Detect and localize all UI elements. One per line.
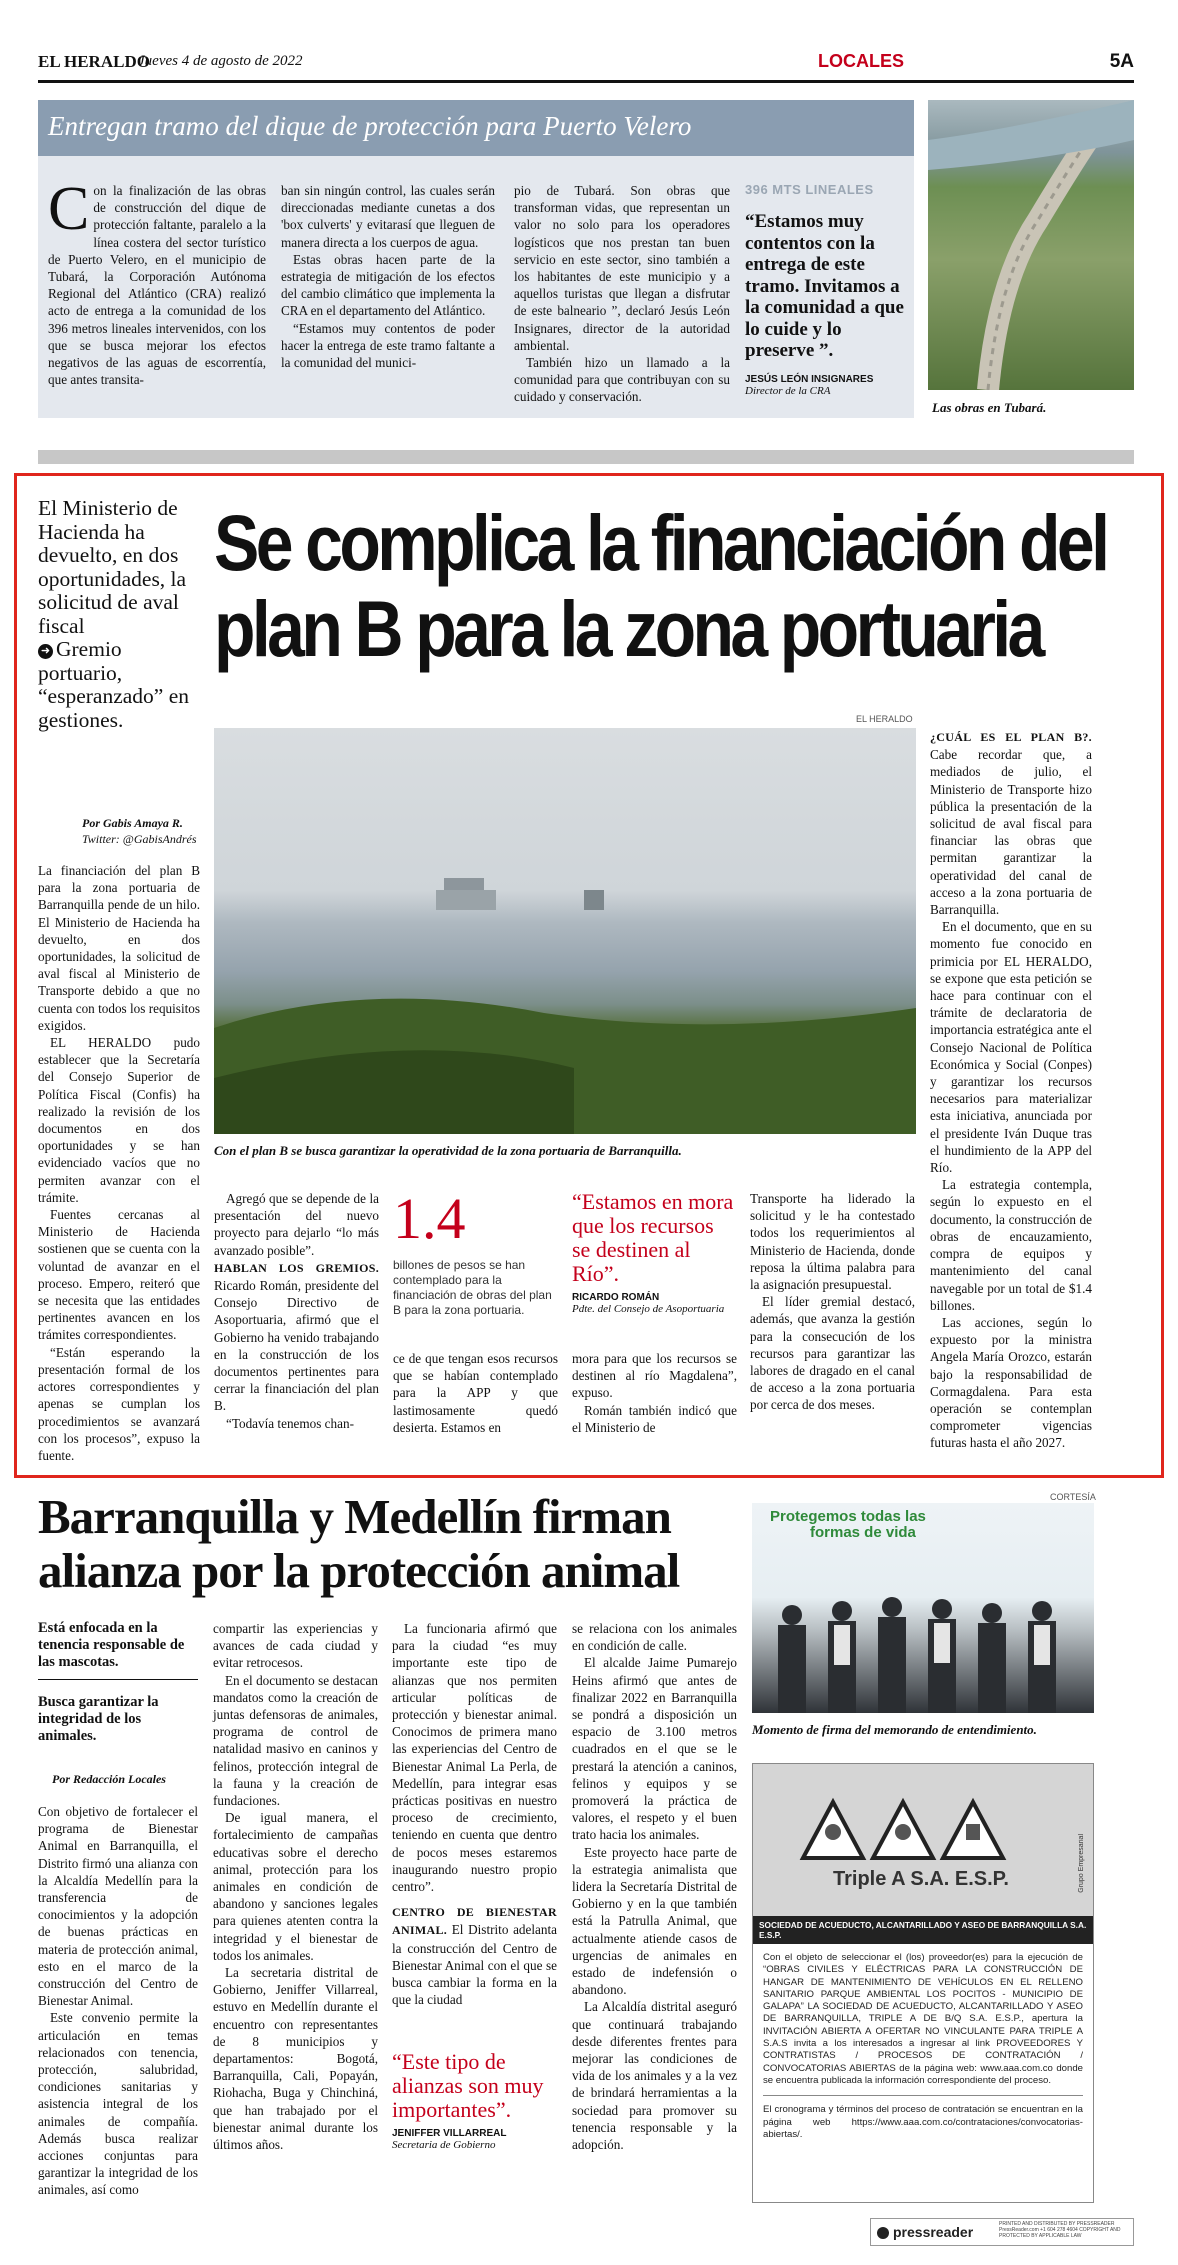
story2-right-col [930,728,1092,1452]
sub-centro: CENTRO DE BIENESTAR ANIMAL. [392,1905,557,1938]
story2-headline: Se complica la financiación del plan B para la zona portuaria [214,498,1107,673]
story2-deck-b [38,638,208,732]
big-number-text: billones de pesos se han contemplado para la financiación de obras del plan B para la zona portuaria. [393,1258,552,1317]
story2-number-box [393,1186,558,1318]
story2-deck-b-text: Gremio portuario, “esperanzado” en gestiones. [38,637,189,732]
pressreader-brand: pressreader [893,2224,974,2240]
story2-right-p1-text: Cabe recordar que, a mediados de julio, el Ministerio de Transporte hizo pública la presentación de la solicitud de aval fiscal para financiar las obras que permitan garantizar la operatividad del canal de acceso a la zona portuaria de Barranquilla. [930,747,1092,918]
story1-title: Entregan tramo del dique de protección para Puerto Velero [48,111,692,141]
signing-photo [752,1503,1094,1713]
port-photo [214,728,916,1134]
story3-col4 [572,1620,737,2153]
story3-col2-p3: De igual manera, el fortalecimiento de campañas educativas sobre el derecho animal, protección para los animales en condición de abandono y sanciones legales para quienes atenten contra la integridad y el bienestar de todos los animales. [213,1810,378,1963]
story3-quote [392,2050,557,2151]
dropcap: C [48,175,90,243]
story2-left-p1: La financiación del plan B para la zona portuaria de Barranquilla pende de un hilo. El Ministerio de Hacienda ha devuelto, en dos oportunidades, la solicitud de aval fiscal al Ministerio de Transporte debido a que no cuenta con todos los requisitos exigidos. [38,863,200,1033]
story3-byline: Por Redacción Locales [52,1772,166,1786]
ad-strip: SOCIEDAD DE ACUEDUCTO, ALCANTARILLADO Y ASEO DE BARRANQUILLA S.A. E.S.P. [753,1916,1093,1944]
ad-body [753,1944,1093,2149]
story3-col1-p2: Este convenio permite la articulación en temas relacionados con tenencia, protección, salubridad, condiciones sanitarias y asistencia integral de los animales de compañía. Además busca realizar acciones conjuntas para garantizar la integridad de los animales, así como [38,2010,198,2198]
story2-col3-p1: ce de que tengan esos recursos que se habían contemplado para la APP y que lastimosamente quedó desierta. Estamos en [393,1351,558,1435]
story3-headline: Barranquilla y Medellín firman alianza por la protección animal [38,1489,680,1598]
story3-deck [38,1620,198,1745]
story3-quote-role: Secretaria de Gobierno [392,2139,496,2151]
story2-quote-role: Pdte. del Consejo de Asoportuaria [572,1303,725,1315]
section-divider [38,450,1134,464]
story2-col3 [393,1350,558,1436]
sub-plan-b: ¿CUÁL ES EL PLAN B?. [930,730,1092,744]
story2-col2-p2 [214,1259,379,1415]
story2-photo-caption: Con el plan B se busca garantizar la operatividad de la zona portuaria de Barranquilla. [214,1143,682,1158]
story3-col4-p3: Este proyecto hace parte de la estrategia animalista que lidera la Secretaría Distrital de Gobierno y en la que también está la Patrulla Animal, que actualmente atiende casos de urgencias de animales en estado de indefensión o abandono. [572,1844,737,1998]
story1-col2-p2: Estas obras hacen parte de la estrategia de mitigación de los efectos del cambio climático que implementa la CRA en el departamento del Atlántico. [281,251,495,319]
triple-a-ad [752,1763,1094,2203]
story3-col4-p4: La Alcaldía distrital aseguró que continuará trabajando desde diferentes frentes para mejorar las condiciones de vida de los animales y a la vez de brindará herramientas a la sociedad para promover su tenencia responsable y la adopción. [572,1999,737,2153]
ad-logo [793,1792,1023,1862]
edition-date: Jueves 4 de agosto de 2022 [138,53,303,69]
ad-p1: Con el objeto de seleccionar el (los) proveedor(es) para la ejecución de “OBRAS CIVILES Y ELÉCTRICAS PARA LA CONSTRUCCIÓN DE HANGAR DE MANTENIMIENTO DE VEHÍCULOS EN EL RELLENO SANITARIO PARQUE AMBIENTAL LOS POCITOS - MUNICIPIO DE GALAPA” LA SOCIEDAD DE ACUEDUCTO, ALCANTARILLADO Y ASEO DE BARRANQUILLA, TRIPLE A DE B/Q S.A. E.S.P., apertura la INVITACIÓN ABIERTA A OFERTAR NO VINCULANTE PARA TRIPLE A S.A.S invita a los interesados a ingresar al link PROVEEDORES Y CONTRATISTAS / PROCESOS DE CONTRATACIÓN / CONVOCATORIAS ABIERTAS de la página web: www.aaa.com.co donde se encuentra publicada la información correspondiente del proceso. [763,1952,1083,2086]
story1-col1 [48,175,266,388]
story2-quote-author: RICARDO ROMÁN [572,1292,660,1303]
story2-col2-p3: “Todavía tenemos chan- [226,1415,354,1431]
page-number: 5A [1109,51,1134,72]
paper-name: EL HERALDO [38,52,150,71]
story3-col1 [38,1803,198,2199]
masthead-rule [38,80,1134,83]
signing-people-graphic [752,1503,1094,1713]
pressreader-footer [870,2218,1134,2246]
story2-col2-p1: Agregó que se depende de la presentación del nuevo proyecto para dejarlo “lo más avanzado posible”. [214,1191,379,1258]
big-number: 1.4 [393,1186,466,1251]
story2-col4-p2: Román también indicó que el Ministerio de [572,1402,737,1435]
story2-quote-text: “Estamos en mora que los recursos se destinen al Río”. [572,1189,734,1286]
story2-col5 [750,1190,915,1414]
story2-right-p4: Las acciones, según lo expuesto por la ministra Angela María Orozco, estarán bajo la responsabilidad de Cormagdalena. Para esta operación se contemplan comprometer vigencias futuras hasta el año 2027. [930,1314,1092,1451]
story1-quote-role: Director de la CRA [745,384,831,397]
story2-col4-p1: mora para que los recursos se destinen al río Magdalena”, expuso. [572,1351,737,1401]
ad-rule [763,2095,1083,2096]
story3-deck2: Busca garantizar la integridad de los animales. [38,1694,159,1744]
port-scene-graphic [214,728,916,1134]
story1-col2-p3: “Estamos muy contentos de poder hacer la entrega de este tramo faltante a la comunidad del munici- [281,320,495,371]
ad-company: Triple A S.A. E.S.P. [833,1868,1009,1890]
story2-col2-p2-text: Ricardo Román, presidente del Consejo Directivo de Asoportuaria, afirmó que el Gobierno ha venido trabajando en la construcción de los documentos pertinentes para cerrar la financiación del plan B. [214,1278,379,1414]
story1-col3-p2: También hizo un llamado a la comunidad para que contribuyan con su cuidado y conservación. [514,355,730,405]
story2-col5-p2: El líder gremial destacó, además, que avanza la gestión para la consecución de los recursos para garantizar las labores de dragado en el canal de acceso a la zona portuaria por cerca de dos meses. [750,1294,915,1413]
story2-quote [572,1190,737,1315]
story1-photo-caption: Las obras en Tubará. [932,400,1047,415]
photo-banner-a: Protegemos todas las [770,1508,926,1525]
story1-quote-author: JESÚS LEÓN INSIGNARES [745,373,874,385]
story3-col1-p1: Con objetivo de fortalecer el programa de Bienestar Animal en Barranquilla, el Distrito firmó una alianza con la Alcaldía Medellín para la transferencia de conocimientos y la adopción de buenas prácticas en materia de protección animal, esto en el marco de la construcción del Centro de Bienestar Animal. [38,1804,198,2009]
story1-col3-p1: pio de Tubará. Son obras que transforman vidas, que representan un valor no solo para los operadores logísticos que nos prestan tan buen servicio en este sector, sino también a los habitantes de este municipio y a aquellos turistas que llegan a disfrutar de este balneario ”, declaró Jesús León Insignares, director de la autoridad ambiental. [514,183,730,353]
masthead [38,50,1134,74]
story3-quote-author: JENIFFER VILLARREAL [392,2128,507,2139]
story2-col4 [572,1350,737,1436]
story3-col3-p2-text: El Distrito adelanta la construcción del Centro de Bienestar Animal con el que se busca cambiar la forma en la que la ciudad [392,1922,557,2008]
story2-deck [38,497,208,732]
story2-byline [82,815,197,847]
section-name: LOCALES [818,51,905,71]
story2-left-p4: “Están esperando la presentación formal de los actores correspondientes y apenas se cumplan los procedimientos se avanzará con los procesos”, expuso la fuente. [38,1344,200,1463]
story2-left-p2: EL HERALDO pudo establecer que la Secretaría del Consejo Superior de Política Fiscal (Confis) ha realizado la revisión de los documentos en dos oportunidades y se han evidenciado vacíos que no permiten avanzar con el trámite. [38,1035,200,1205]
story3-photo-caption: Momento de firma del memorando de entendimiento. [752,1722,1037,1737]
story3-col2-p1: compartir las experiencias y avances de cada ciudad y evitar retrocesos. [213,1621,378,1671]
byline-author: Por Gabis Amaya R. [82,816,183,830]
photo-banner-b: formas de vida [810,1524,916,1541]
story3-col4-p1: se relaciona con los animales en condición de calle. [572,1621,737,1654]
story2-right-p3: La estrategia contempla, según lo expuesto en el documento, la construcción de obras de encauzamiento, compra de equipos y mantenimiento del canal navegable por un total de $1.4 billones. [930,1177,1092,1313]
tubara-road-graphic [928,100,1134,390]
ad-side: Grupo Empresarial [1078,1834,1085,1893]
story1-title-bar [38,100,914,156]
story3-col3-p2 [392,1903,557,2008]
story2-right-p2: En el documento, que en su momento fue conocido en primicia por EL HERALDO, se expone que esta petición se hace para continuar con el trámite de declaratoria de importancia estratégica ante el Consejo Nacional de Política Económica y Social (Conpes) y garantizar los recursos necesarios para materializar esta iniciativa, anunciada por el presidente Iván Duque tras el hundimiento de la APP del Río. [930,919,1092,1176]
story1-col3 [514,182,730,406]
story3-deck1: Está enfocada en la tenencia responsable de las mascotas. [38,1620,198,1680]
ad-header [753,1764,1093,1916]
tubara-photo [928,100,1134,390]
story2-left-col [38,862,200,1464]
aaa-logo-icon [793,1792,1023,1862]
arrow-icon: ➜ [38,644,53,659]
story2-right-p1 [930,728,1092,918]
pressreader-icon [877,2227,889,2239]
story2-col5-p1: Transporte ha liderado la solicitud y le ha contestado todos los requerimientos al Ministerio de Hacienda, donde reposa la última palabra para la asignación presupuestal. [750,1191,915,1293]
story1-col2 [281,182,495,371]
story3-col2-p4: La secretaria distrital de Gobierno, Jeniffer Villarreal, estuvo en Medellín durante el encuentro con representantes de 8 municipios y departamentos: Bogotá, Barranquilla, Cali, Popayán, Riohacha, Buga y Chinchiná, que han trabajado por el bienestar animal durante los últimos años. [213,1965,378,2153]
story3-col3-p1: La funcionaria afirmó que para la ciudad “es muy importante este tipo de alianzas que nos permiten articular políticas de protección y bienestar animal. Conocimos de primera mano las experiencias del Centro de Bienestar Animal La Perla, de Medellín, para integrar esas prácticas positivas en nuestro proceso de crecimiento, teniendo en cuenta que dentro de pocos meses estaremos inaugurando nuestro propio centro”. [392,1621,557,1895]
byline-twitter: Twitter: @GabisAndrés [82,832,197,846]
story3-col3 [392,1620,557,2008]
story2-photo-credit: EL HERALDO [856,714,913,724]
ad-p2: El cronograma y términos del proceso de contratación se encuentran en la página web https://www.aaa.com.co/contrataciones/convocatorias-abiertas/. [763,2104,1083,2140]
story2-col2 [214,1190,379,1432]
story3-col2 [213,1620,378,2153]
sub-hablan: HABLAN LOS GREMIOS. [214,1260,379,1275]
story1-col1-text: on la finalización de las obras de construcción del dique de protección faltante, paralelo a la línea costera del sector turístico de Puerto Velero, en el municipio de Tubará, la Corporación Autónoma Regional del Atlántico (CRA) realizó acto de entrega a la comunidad de los 396 metros lineales intervenidos, con los que se busca mejorar los efectos negativos de las aguas de escorrentía, que antes transita- [48,183,266,388]
story3-credit: CORTESÍA [1050,1492,1096,1502]
story1-stat: 396 MTS LINEALES [745,182,874,197]
story2-left-p3: Fuentes cercanas al Ministerio de Hacienda sostienen que se cuenta con la voluntad de avanzar en el proceso. Empero, reiteró que se necesita que las entidades pertinentes avancen en los trámites correspondientes. [38,1207,200,1343]
story1-quote-box [745,182,905,397]
story1-quote: “Estamos muy contentos con la entrega de este tramo. Invitamos a la comunidad a que lo cuide y lo preserve ”. [745,211,904,361]
pressreader-fine: PRINTED AND DISTRIBUTED BY PRESSREADER PressReader.com +1 604 278 4604 COPYRIGHT AND PROTECTED BY APPLICABLE LAW [999,2221,1121,2239]
story3-col4-p2: El alcalde Jaime Pumarejo Heins afirmó que antes de finalizar 2022 en Barranquilla se pondrá a disposición un espacio de 3.100 metros cuadrados en el que se le prestará la atención a caninos, felinos y equipos y se promoverá la práctica de valores, el respeto y el buen trato hacia los animales. [572,1655,737,1843]
story2-deck-a: El Ministerio de Hacienda ha devuelto, en dos oportunidades, la solicitud de aval fiscal [38,496,187,638]
story3-col2-p2: En el documento se destacan mandatos como la creación de juntas defensoras de animales, programa de control de natalidad masivo en caninos y felinos, protección integral de la fauna y la creación de fundaciones. [213,1672,378,1809]
story1-col2-p1: ban sin ningún control, las cuales serán direccionadas mediante cunetas a dos 'box culverts' y evitarasí que lleguen de manera directa a los cuerpos de agua. [281,183,495,250]
story3-quote-text: “Este tipo de alianzas son muy importantes”. [392,2049,544,2122]
